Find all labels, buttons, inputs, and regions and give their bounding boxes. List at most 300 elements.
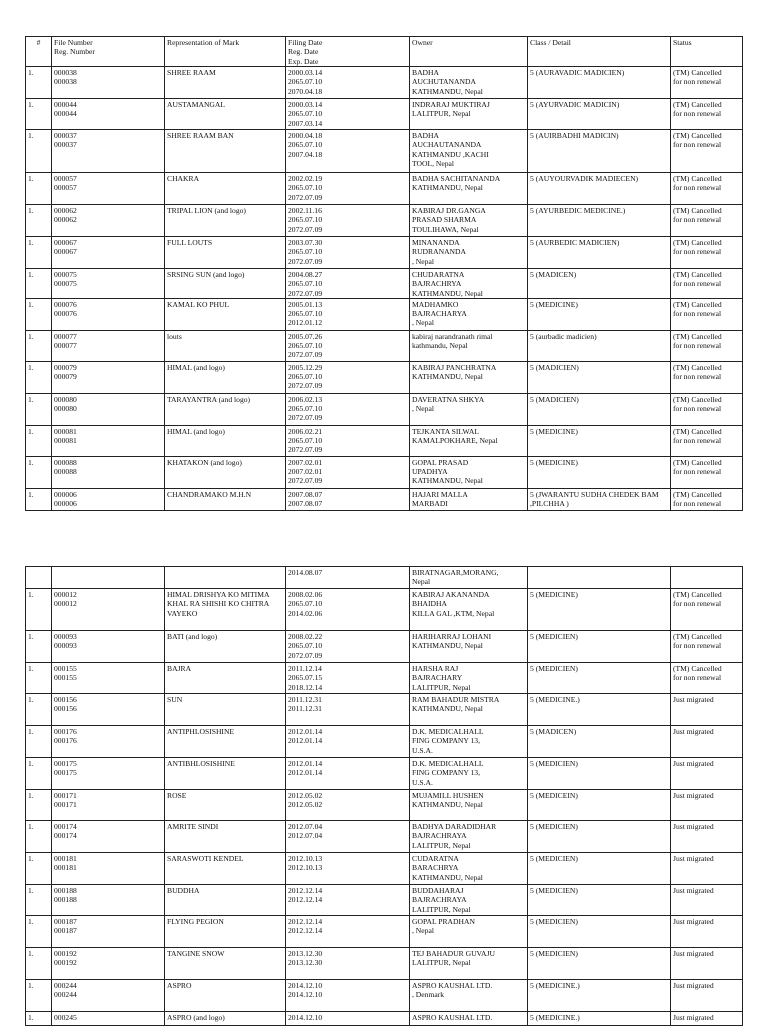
mark-name-cell [165,885,286,916]
owner-cell [410,631,528,663]
table-row [26,330,743,361]
row-number: 1. [28,331,34,341]
row-number-cell [26,663,52,694]
status-cell [671,758,743,790]
status-cell [671,980,743,1012]
class-detail-cell [528,488,671,510]
status-line: for non renewal [673,279,722,289]
row-number-cell [26,130,52,173]
dates-line: 2072.07.09 [288,381,323,391]
dates-cell [286,237,410,269]
mark-name: ANTIBHLOSISHINE [167,759,235,768]
file-number-cell [52,948,165,980]
status-line: Just migrated [673,854,714,863]
row-number: 1. [28,174,34,183]
file-number-line: 000093 [54,632,77,641]
status-cell [671,330,743,361]
owner-cell [410,885,528,916]
file-number-cell [52,67,165,99]
class-detail: 5 (AYURBEDIC MEDICINE.) [530,206,626,215]
mark-name-cell [165,916,286,948]
owner-line: KATHMANDU, Nepal [412,86,483,96]
file-number-cell [52,298,165,330]
dates-line: 2065.07.10 [288,641,323,651]
status-cell [671,425,743,456]
dates-line: 2012.01.14 [288,727,323,736]
owner-cell [410,393,528,425]
row-number-cell [26,694,52,726]
file-number-cell [52,980,165,1012]
class-detail-cell [528,425,671,456]
mark-name-cell [165,758,286,790]
dates-cell [286,298,410,330]
status-line: (TM) Cancelled [673,632,722,641]
row-number-cell [26,758,52,790]
dates-cell [286,393,410,425]
status-cell [671,948,743,980]
row-number-cell [26,821,52,853]
owner-line: BUDDAHARAJ [412,886,464,895]
dates-line: 2005.12.29 [288,362,323,372]
owner-cell [410,99,528,130]
owner-line: KAMALPOKHARE, Nepal [412,436,498,446]
row-number: 1. [28,854,34,863]
row-number-cell [26,205,52,237]
dates-line: 2065.07.10 [288,77,323,87]
dates-line: 2000.03.14 [288,68,323,77]
class-detail-cell [528,758,671,790]
class-detail-cell [528,631,671,663]
owner-line: KATHMANDU, Nepal [412,641,483,651]
file-number-line: 000174 [54,831,77,841]
owner-line: BAJRACHRYA [412,279,462,289]
file-number-line: 000067 [54,247,77,257]
owner-line: GOPAL PRASAD [412,457,469,467]
dates-cell [286,67,410,99]
dates-line: 2065.07.10 [288,215,323,225]
dates-line: 2065.07.10 [288,140,323,150]
row-number-cell [26,99,52,130]
mark-name: FLYING PEGION [167,917,224,926]
file-number-line: 000156 [54,695,77,704]
status-line: for non renewal [673,467,722,477]
file-number-line: 000081 [54,426,77,436]
row-number-cell [26,589,52,631]
row-number: 1. [28,695,34,704]
table-row [26,631,743,663]
file-number-cell [52,589,165,631]
owner-cell [410,205,528,237]
row-number: 1. [28,206,34,215]
file-number-line: 000245 [54,1013,77,1022]
dates-line: 2014.12.10 [288,990,323,1000]
dates-cell [286,916,410,948]
file-number-line: 000174 [54,822,77,831]
dates-line: 2014.08.07 [288,568,323,577]
dates-line: 2072.07.09 [288,350,323,360]
status-line: (TM) Cancelled [673,394,722,404]
class-detail: 5 (MEDICIEN) [530,917,578,926]
owner-cell [410,853,528,885]
class-detail: 5 (AYURVADIC MADICIN) [530,100,620,109]
table-body-bottom [26,567,743,1026]
owner-line: FING COMPANY 13, [412,768,481,778]
header-mark: Representation of Mark [165,37,286,67]
dates-line: 2000.04.18 [288,131,323,140]
file-number-line: 000075 [54,270,77,279]
status-line: (TM) Cancelled [673,270,722,279]
mark-name-cell [165,589,286,631]
header-dates [286,37,410,67]
row-number: 1. [28,791,34,800]
dates-line: 2012.01.14 [288,736,323,746]
class-detail-cell [528,589,671,631]
file-number-cell [52,853,165,885]
mark-name-cell [165,694,286,726]
file-number-line: 000175 [54,759,77,768]
dates-line: 2065.07.15 [288,673,323,683]
status-cell [671,393,743,425]
row-number: 1. [28,131,34,140]
class-detail: 5 (MEDICINE.) [530,981,580,990]
owner-line: LALITPUR, Nepal [412,840,471,850]
mark-name-cell [165,425,286,456]
owner-cell [410,425,528,456]
class-detail-cell [528,456,671,488]
dates-cell [286,456,410,488]
file-number-cell [52,330,165,361]
row-number: 1. [28,489,34,499]
mark-name: KHATAKON (and logo) [167,457,242,467]
mark-name: ROSE [167,791,187,800]
dates-line: 2007.08.07 [288,499,323,509]
dates-line: 2012.07.04 [288,822,323,831]
row-number-cell [26,885,52,916]
status-cell [671,488,743,510]
owner-cell [410,948,528,980]
header-file-number [52,37,165,67]
owner-cell [410,758,528,790]
row-number-cell [26,631,52,663]
class-detail-cell [528,237,671,269]
class-detail: 5 (MEDICINE) [530,426,578,436]
status-cell [671,694,743,726]
row-number-cell [26,567,52,589]
file-number-line: 000171 [54,800,77,810]
status-line: for non renewal [673,140,722,150]
dates-cell [286,205,410,237]
owner-line: D.K. MEDICALHALL [412,759,484,768]
header-row [26,37,743,67]
owner-line: KATHMANDU, Nepal [412,800,483,810]
status-line: for non renewal [673,77,722,87]
class-detail-cell [528,663,671,694]
dates-line: 2003.07.30 [288,238,323,247]
mark-name: SARASWOTI KENDEL [167,854,244,863]
owner-line: KABIRAJ DR.GANGA [412,206,486,215]
dates-line: 2012.01.12 [288,318,323,328]
status-line: for non renewal [673,341,722,351]
owner-line: AUCHAUTANANDA [412,140,482,150]
row-number: 1. [28,426,34,436]
mark-name: CHAKRA [167,174,200,183]
owner-line: BADHA [412,131,440,140]
dates-cell [286,425,410,456]
owner-line: LALITPUR, Nepal [412,904,471,914]
dates-cell [286,269,410,299]
file-number-cell [52,393,165,425]
dates-line: 2002.02.19 [288,174,323,183]
mark-name-cell [165,726,286,758]
owner-line: INDRARAJ MUKTIRAJ [412,100,490,109]
row-number: 1. [28,664,34,673]
file-number-line: 000192 [54,949,77,958]
status-line: (TM) Cancelled [673,100,722,109]
row-number-cell [26,948,52,980]
mark-name-cell [165,790,286,821]
header-file-number-line: File Number [54,38,93,47]
class-detail: 5 (MEDICINE.) [530,1013,580,1022]
header-owner: Owner [410,37,528,67]
table-row [26,589,743,631]
status-line: for non renewal [673,309,722,319]
table-row [26,694,743,726]
table-row [26,885,743,916]
status-line: for non renewal [673,599,722,609]
file-number-cell [52,173,165,205]
status-cell [671,631,743,663]
dates-cell [286,173,410,205]
file-number-line: 000171 [54,791,77,800]
dates-line: 2004.08.27 [288,270,323,279]
owner-cell [410,694,528,726]
owner-line: , Nepal [412,404,434,414]
owner-line: Nepal [412,577,431,587]
owner-line: , Nepal [412,926,434,936]
file-number-cell [52,916,165,948]
mark-name-cell [165,1012,286,1026]
mark-name: AMRITE SINDI [167,822,219,831]
owner-line: LALITPUR, Nepal [412,109,471,119]
dates-line: 2000.03.14 [288,100,323,109]
dates-line: 2065.07.10 [288,436,323,446]
row-number-cell [26,1012,52,1026]
owner-line: AUCHUTANANDA [412,77,476,87]
owner-line: ASPRO KAUSHAL LTD. [412,1013,493,1022]
mark-name-cell [165,488,286,510]
owner-cell [410,821,528,853]
row-number-cell [26,393,52,425]
mark-name: HIMAL (and logo) [167,362,225,372]
file-number-cell [52,885,165,916]
file-number-cell [52,99,165,130]
table-body-top [26,67,743,511]
file-number-line: 000088 [54,457,77,467]
status-cell [671,790,743,821]
dates-line: 2013.12.30 [288,949,323,958]
status-line: (TM) Cancelled [673,299,722,309]
file-number-cell [52,790,165,821]
file-number-line: 000057 [54,183,77,193]
mark-name-cell [165,298,286,330]
dates-line: 2008.02.22 [288,632,323,641]
owner-line: HARIHARRAJ LOHANI [412,632,492,641]
owner-line: BADHA SACHITANANDA [412,174,501,183]
file-number-cell [52,821,165,853]
status-line: for non renewal [673,641,722,651]
owner-line: BIRATNAGAR,MORANG, [412,568,499,577]
row-number-cell [26,330,52,361]
status-line: (TM) Cancelled [673,664,722,673]
status-line: Just migrated [673,917,714,926]
dates-cell [286,758,410,790]
status-cell [671,885,743,916]
file-number-line: 000075 [54,279,77,289]
status-line: for non renewal [673,109,722,119]
dates-line: 2006.02.13 [288,394,323,404]
dates-line: 2072.07.09 [288,413,323,423]
dates-line: 2012.12.14 [288,926,323,936]
status-cell [671,99,743,130]
class-detail: 5 (MEDICINE) [530,457,578,467]
owner-line: KATHMANDU, Nepal [412,183,483,193]
dates-line: 2012.10.13 [288,863,323,873]
table-row [26,173,743,205]
file-number-cell [52,1012,165,1026]
dates-cell [286,980,410,1012]
owner-line: LALITPUR, Nepal [412,958,471,968]
row-number: 1. [28,299,34,309]
owner-cell [410,726,528,758]
table-row [26,269,743,299]
dates-line: 2012.12.14 [288,886,323,895]
owner-line: BAJRACHRAYA [412,831,467,841]
mark-name: ASPRO (and logo) [167,1013,225,1022]
class-detail-cell [528,298,671,330]
status-cell [671,853,743,885]
owner-cell [410,173,528,205]
row-number-cell [26,361,52,393]
file-number-line: 000176 [54,727,77,736]
file-number-line: 000181 [54,854,77,863]
dates-line: 2011.12.31 [288,695,322,704]
dates-line: 2012.05.02 [288,800,323,810]
file-number-line: 000044 [54,100,77,109]
mark-name-cell [165,631,286,663]
owner-line: DAVERATNA SHKYA [412,394,485,404]
row-number-cell [26,237,52,269]
owner-cell [410,456,528,488]
dates-line: 2007.04.18 [288,149,323,159]
class-detail-cell [528,361,671,393]
status-line: (TM) Cancelled [673,457,722,467]
file-number-line: 000187 [54,917,77,926]
dates-line: 2070.04.18 [288,86,323,96]
file-number-line: 000192 [54,958,77,968]
table-row [26,205,743,237]
status-line: (TM) Cancelled [673,331,722,341]
status-cell [671,298,743,330]
table-row [26,425,743,456]
dates-line: 2072.07.09 [288,288,323,298]
owner-line: LALITPUR, Nepal [412,682,471,692]
mark-name: BATI (and logo) [167,632,218,641]
file-number-line: 000062 [54,206,77,215]
file-number-line: 000012 [54,590,77,599]
owner-line: MADHAMKO [412,299,459,309]
row-number: 1. [28,917,34,926]
owner-line: MARBADI [412,499,448,509]
file-number-line: 000079 [54,362,77,372]
file-number-line: 000181 [54,863,77,873]
owner-line: CHUDARATNA [412,270,465,279]
mark-name: HIMAL (and logo) [167,426,225,436]
dates-cell [286,361,410,393]
owner-line: , Nepal [412,256,434,266]
row-number-cell [26,298,52,330]
class-detail: 5 (MEDICINE.) [530,695,580,704]
status-cell [671,1012,743,1026]
owner-line: , Nepal [412,318,434,328]
dates-cell [286,631,410,663]
dates-line: 2065.07.10 [288,279,323,289]
header-class: Class / Detail [528,37,671,67]
owner-cell [410,1012,528,1026]
mark-name-cell [165,821,286,853]
status-cell [671,173,743,205]
mark-name-cell [165,205,286,237]
class-detail: 5 (AUYOURVADIK MADIECEN) [530,174,639,183]
owner-line: KABIRAJ AKANANDA [412,590,490,599]
class-detail: 5 (MEDICIEN) [530,822,578,831]
status-cell [671,205,743,237]
owner-line: BAJRACHRAYA [412,895,467,905]
status-line: (TM) Cancelled [673,590,722,599]
status-line: (TM) Cancelled [673,131,722,140]
file-number-line: 000077 [54,341,77,351]
class-detail: 5 (AURBEDIC MADICIEN) [530,238,620,247]
mark-name-cell [165,393,286,425]
status-line: (TM) Cancelled [673,206,722,215]
status-line: for non renewal [673,215,722,225]
status-line: Just migrated [673,791,714,800]
dates-line: 2012.01.14 [288,759,323,768]
table-row [26,663,743,694]
table-row [26,488,743,510]
owner-line: CUDARATNA [412,854,459,863]
file-number-line: 000175 [54,768,77,778]
owner-line: FING COMPANY 13, [412,736,481,746]
row-number: 1. [28,727,34,736]
class-detail-cell [528,269,671,299]
row-number-cell [26,269,52,299]
file-number-line: 000012 [54,599,77,609]
owner-line: GOPAL PRADHAN [412,917,475,926]
table-row [26,67,743,99]
owner-line: HARSHA RAJ [412,664,459,673]
status-line: (TM) Cancelled [673,426,722,436]
status-cell [671,726,743,758]
file-number-line: 000176 [54,736,77,746]
file-number-cell [52,663,165,694]
trademark-table-bottom [25,566,743,1026]
file-number-line: 000062 [54,215,77,225]
row-number: 1. [28,590,34,599]
table-row [26,567,743,589]
owner-line: MINANANDA [412,238,460,247]
class-detail-cell [528,885,671,916]
row-number: 1. [28,68,34,77]
